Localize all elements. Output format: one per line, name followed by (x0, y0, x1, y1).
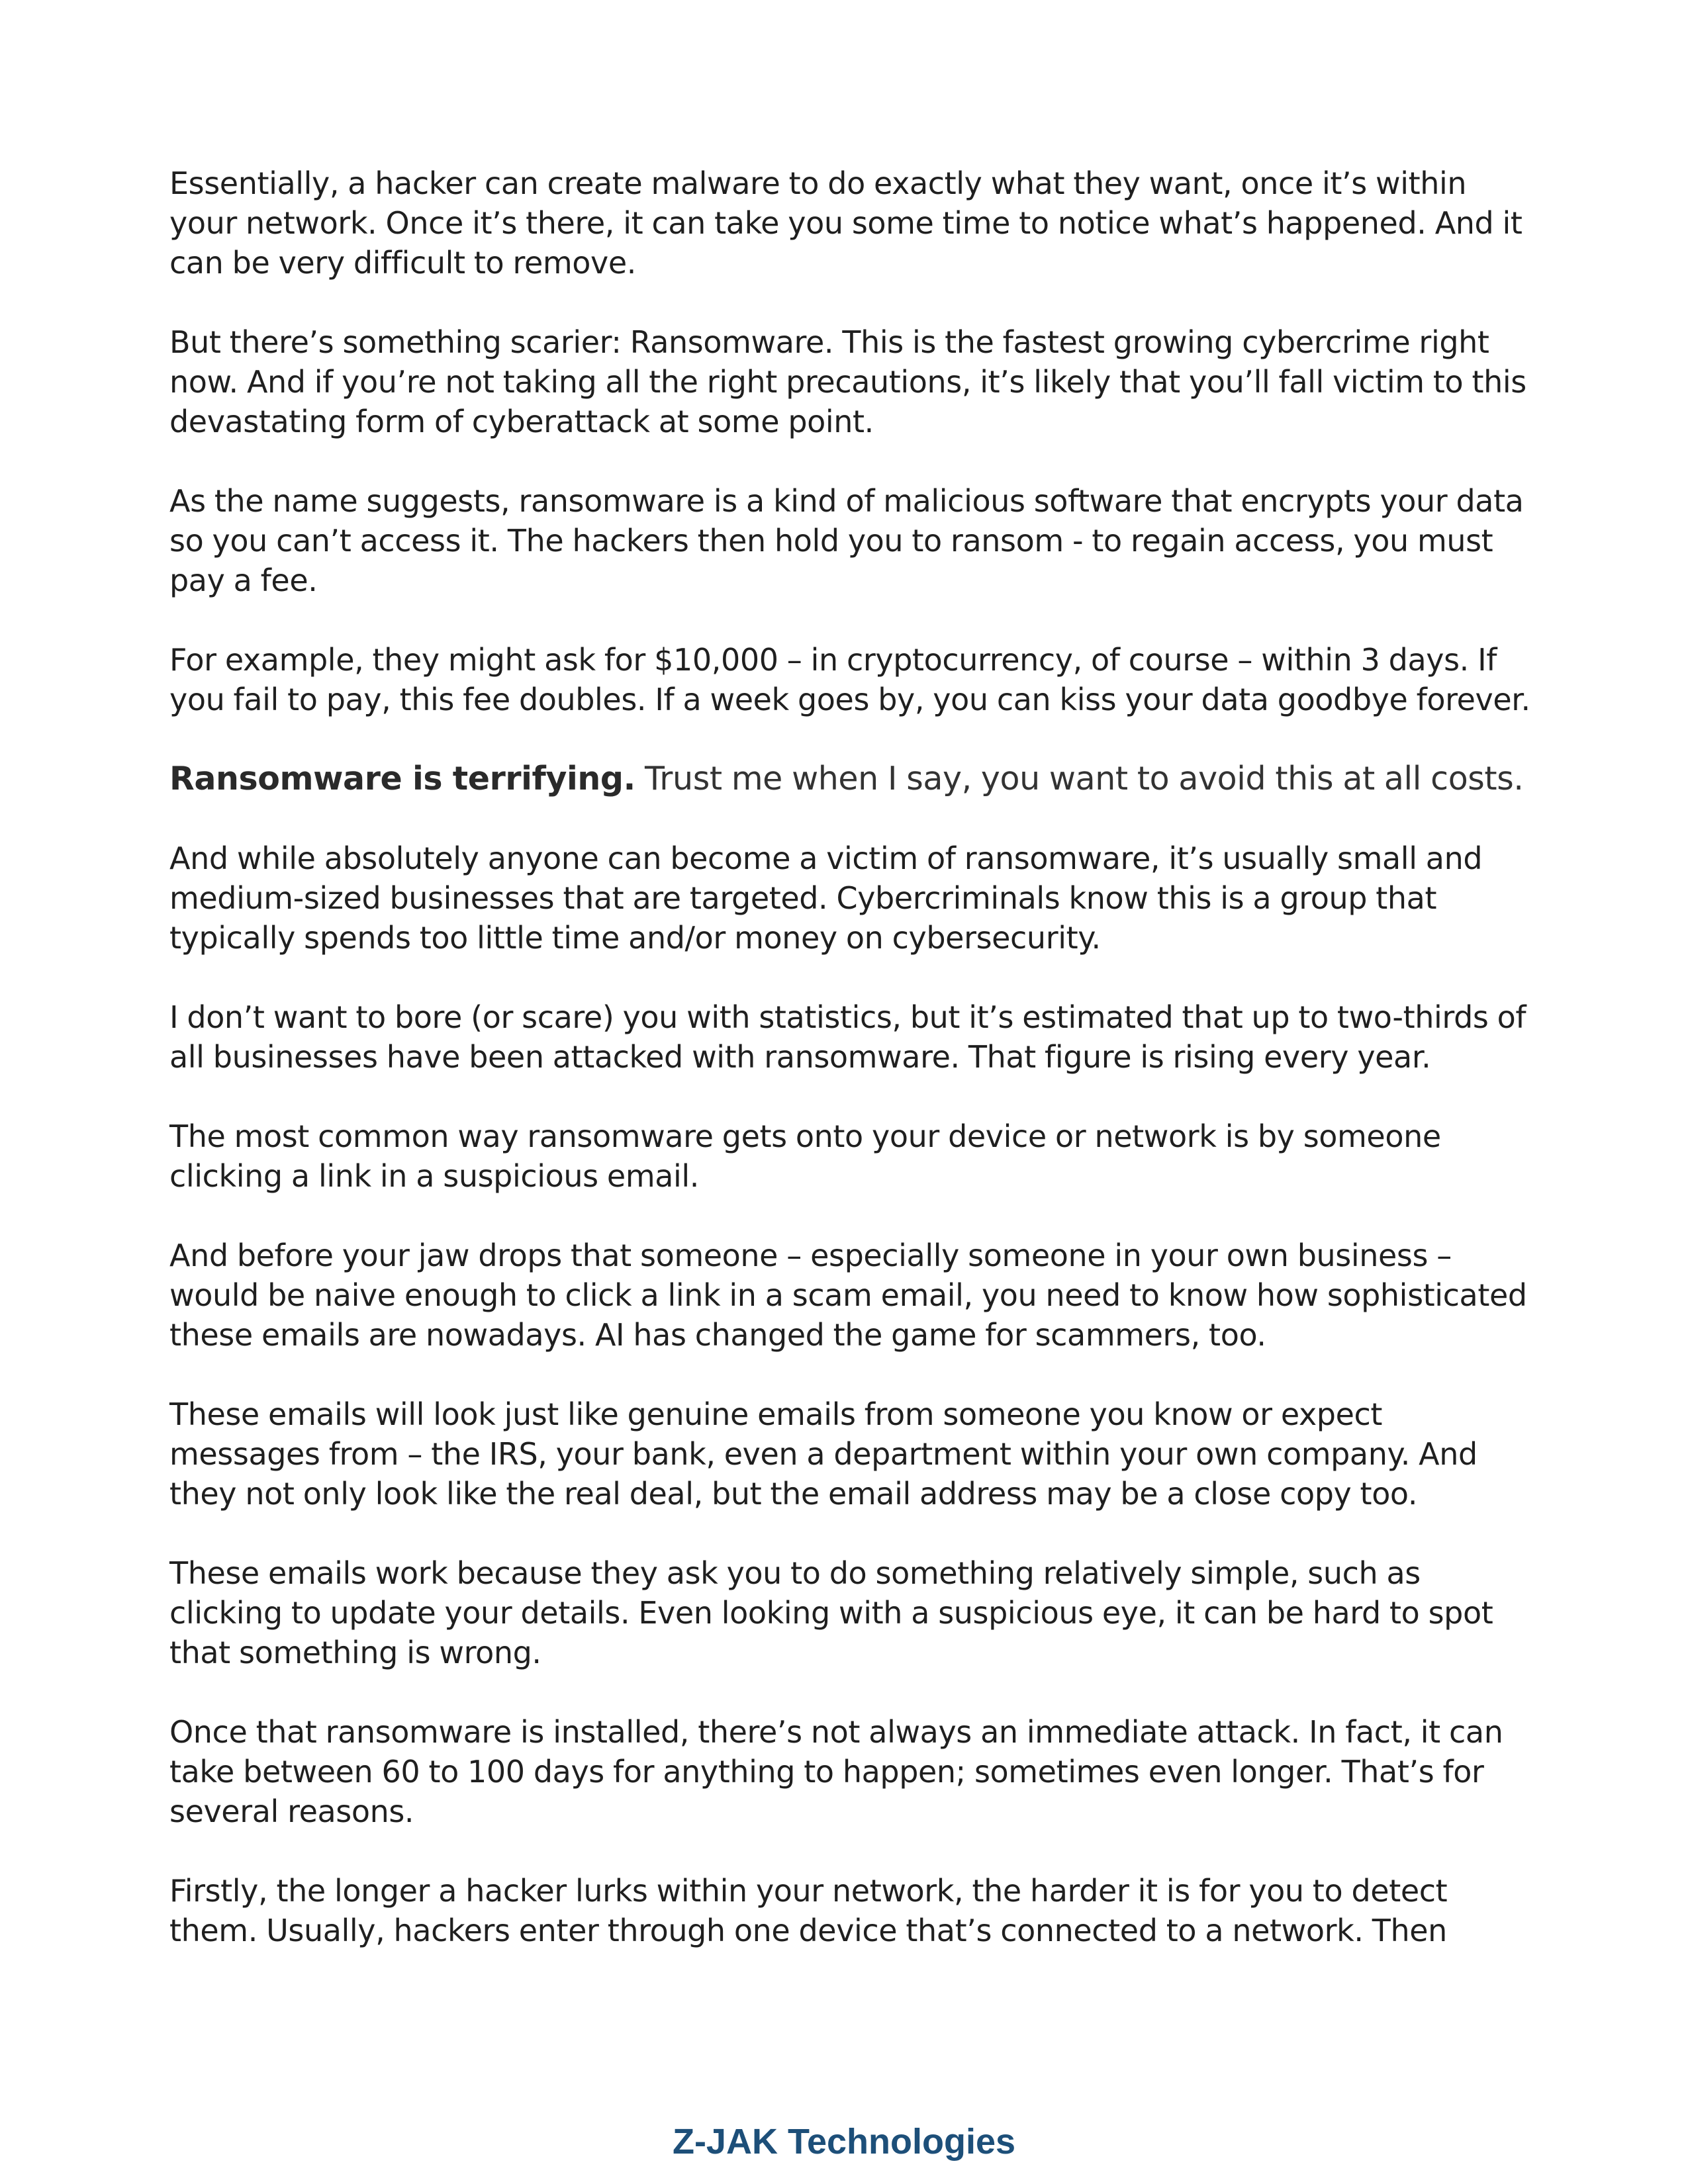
paragraph-delayed-attack: Once that ransomware is installed, there’s not always an immediate attack. In fact, it can take between 60 to 100 days for anything to happen; sometimes even longer. That’s for several reasons. (169, 1714, 1503, 1829)
paragraph-sophisticated-emails: And before your jaw drops that someone – especially someone in your own business – would be naive enough to click a link in a scam email, you need to know how sophisticated these emails are nowadays. AI has changed the game for scammers, too. (169, 1238, 1527, 1353)
callout-rest: Trust me when I say, you want to avoid this at all costs. (635, 760, 1524, 797)
paragraph-genuine-looking: These emails will look just like genuine emails from someone you know or expect messages from – the IRS, your bank, even a department within your own company. And they not only look like the real deal, but the email address may be a close copy too. (169, 1396, 1477, 1512)
paragraph-smb-targets: And while absolutely anyone can become a victim of ransomware, it’s usually small and medium-sized businesses that are targeted. Cybercriminals know this is a group that typically spends too little time and/or money on cybersecurity. (169, 841, 1483, 956)
paragraph-malware-intro: Essentially, a hacker can create malware to do exactly what they want, once it’s within your network. Once it’s there, it can take you some time to notice what’s happened. And it can be very difficult to remove. (169, 165, 1523, 281)
paragraph-statistics: I don’t want to bore (or scare) you with statistics, but it’s estimated that up to two-thirds of all businesses have been attacked with ransomware. That figure is rising every year. (169, 999, 1526, 1075)
paragraph-ransomware-scarier: But there’s something scarier: Ransomware. This is the fastest growing cybercrime right now. And if you’re not taking all the right precautions, it’s likely that you’ll fall victim to this devastating form of cyberattack at some point. (169, 324, 1526, 439)
paragraph-lurking-hackers: Firstly, the longer a hacker lurks within your network, the harder it is for you to detect them. Usually, hackers enter through one device that’s connected to a network. Then (169, 1873, 1448, 1948)
paragraph-ransom-example: For example, they might ask for $10,000 – in cryptocurrency, of course – within 3 days. If you fail to pay, this fee doubles. If a week goes by, you can kiss your data goodbye forever. (169, 642, 1530, 717)
page-body (169, 163, 1533, 1990)
paragraph-email-link: The most common way ransomware gets onto your device or network is by someone clicking a link in a suspicious email. (169, 1118, 1441, 1194)
paragraph-ransomware-definition: As the name suggests, ransomware is a kind of malicious software that encrypts your data so you can’t access it. The hackers then hold you to ransom - to regain access, you must pay a fee. (169, 483, 1524, 598)
callout-bold: Ransomware is terrifying. (169, 760, 635, 797)
paragraph-simple-requests: These emails work because they ask you to do something relatively simple, such as clicking to update your details. Even looking with a suspicious eye, it can be hard to spot that something is wrong. (169, 1555, 1493, 1670)
footer-company-name: Z-JAK Technologies (672, 2122, 1016, 2161)
callout-paragraph (169, 759, 1533, 799)
